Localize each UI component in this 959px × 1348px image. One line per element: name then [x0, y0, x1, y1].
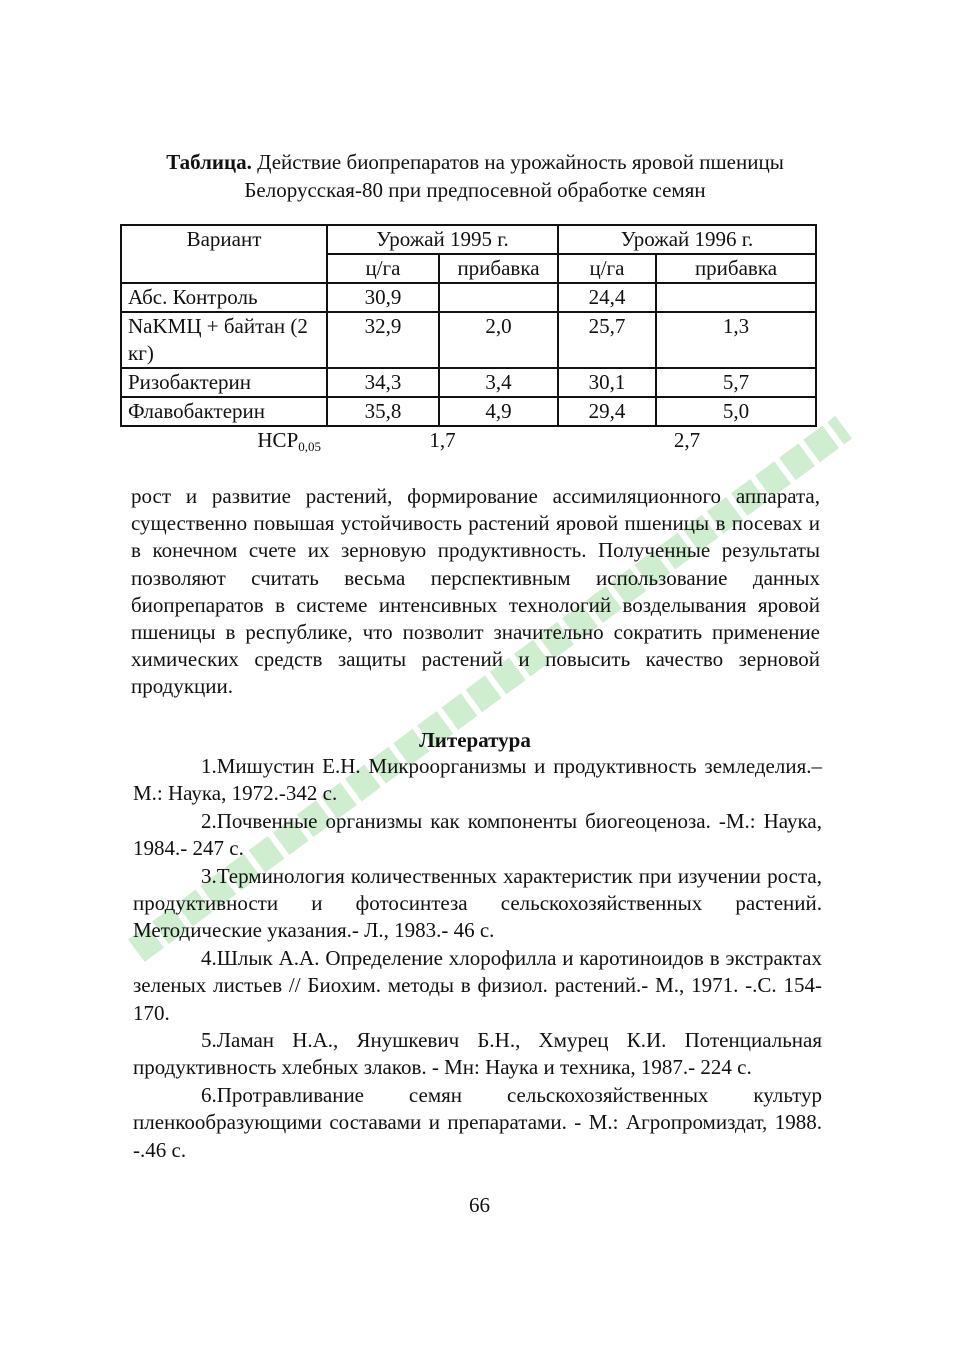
cell-increase-1995: [439, 283, 558, 312]
cell-increase-1995: 3,4: [439, 368, 558, 397]
literature-title: Литература: [419, 728, 531, 752]
reference-item: 2.Почвенные организмы как компоненты биогеоценоза. -М.: Наука, 1984.- 247 с.: [133, 808, 822, 861]
cell-yield-1995: 30,9: [327, 283, 439, 312]
cell-variant: NaKMЦ + байтан (2 кг): [121, 312, 327, 368]
reference-item: 5.Ламан Н.А., Янушкевич Б.Н., Хмурец К.И. Потенциальная продуктивность хлебных злаков. - Мн: Наука и техника, 1987.- 224 с.: [133, 1028, 822, 1080]
cell-yield-1995: 34,3: [327, 368, 439, 397]
cell-increase-1996: 5,7: [656, 368, 816, 397]
table-row: [121, 368, 816, 397]
hcp-label: [121, 426, 327, 460]
reference-list: [133, 753, 822, 1164]
hcp-1995: 1,7: [429, 428, 456, 452]
table-row: [121, 397, 816, 426]
reference-item: 3.Терминология количественных характеристик при изучении роста, продуктивности и фотосинтеза сельскохозяйственных растений. Методические указания.- Л., 1983.- 46 с.: [133, 863, 822, 943]
cell-increase-1995: 4,9: [439, 397, 558, 426]
cell-yield-1996: 24,4: [558, 283, 656, 312]
body-paragraph: рост и развитие растений, формирование ассимиляционного аппарата, существенно повышая устойчивость растений яровой пшеницы в посевах и в конечном счете их зерновую продуктивность. Полученные результаты позволяют считать весьма перспективным использование данных биопрепаратов в системе интенсивных технологий возделывания яровой пшеницы в республике, что позволит значительно сократить применение химических средств защиты растений и повысить качество зерновой продукции.: [131, 484, 820, 699]
cell-increase-1995: 2,0: [439, 312, 558, 368]
cell-variant: Ризобактерин: [121, 368, 327, 397]
subheader-yield-1995: ц/га: [327, 254, 439, 283]
cell-yield-1996: 29,4: [558, 397, 656, 426]
cell-yield-1996: 25,7: [558, 312, 656, 368]
reference-item: 6.Протравливание семян сельскохозяйственных культур пленкообразующими составами и препаратами. - М.: Агропромиздат, 1988. -.46 с.: [133, 1082, 822, 1162]
reference-item: 1.Мишустин Е.Н. Микроорганизмы и продуктивность земледелия.– М.: Наука, 1972.-342 с.: [133, 754, 822, 806]
table-header-row: [121, 225, 816, 254]
subheader-increase-1995: прибавка: [439, 254, 558, 283]
header-variant: Вариант: [121, 225, 327, 283]
cell-increase-1996: 1,3: [656, 312, 816, 368]
cell-variant: Абс. Контроль: [121, 283, 327, 312]
hcp-label-text: НСР: [257, 428, 299, 452]
hcp-row: [121, 426, 816, 460]
table-row: [121, 283, 816, 312]
hcp-subscript: 0,05: [298, 439, 321, 454]
subheader-yield-1996: ц/га: [558, 254, 656, 283]
cell-variant: Флавобактерин: [121, 397, 327, 426]
cell-yield-1996: 30,1: [558, 368, 656, 397]
cell-increase-1996: [656, 283, 816, 312]
page-number: 66: [469, 1193, 490, 1217]
table-caption: [120, 148, 830, 204]
caption-line-2: Белорусская-80 при предпосевной обработке семян: [244, 178, 706, 202]
cell-yield-1995: 35,8: [327, 397, 439, 426]
caption-label: Таблица.: [166, 150, 252, 174]
subheader-increase-1996: прибавка: [656, 254, 816, 283]
table-row: [121, 312, 816, 368]
header-year-1996: Урожай 1996 г.: [558, 225, 816, 254]
reference-item: 4.Шлык А.А. Определение хлорофилла и каротиноидов в экстрактах зеленых листьев // Биохим. методы в физиол. растений.- М., 1971. -.С. 154-170.: [133, 945, 822, 1025]
caption-line-1: Действие биопрепаратов на урожайность яровой пшеницы: [257, 150, 784, 174]
cell-yield-1995: 32,9: [327, 312, 439, 368]
yield-table: [120, 224, 817, 460]
cell-increase-1996: 5,0: [656, 397, 816, 426]
hcp-1996: 2,7: [673, 428, 701, 452]
header-year-1995: Урожай 1995 г.: [327, 225, 558, 254]
